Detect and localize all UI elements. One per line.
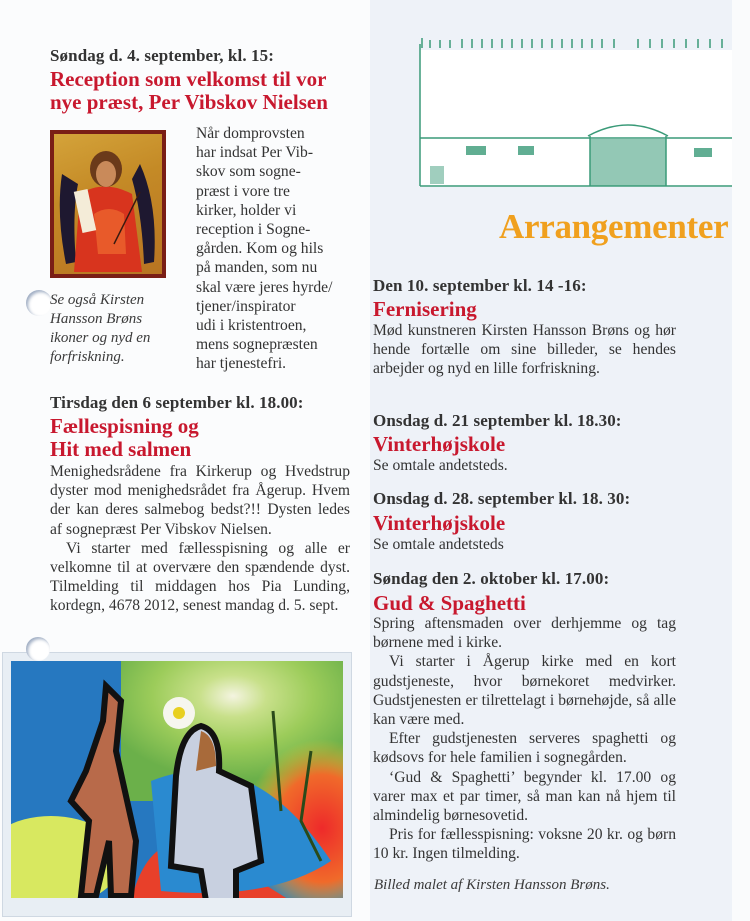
text-line: skov som sogne- [196, 163, 301, 181]
text-line: præst i vore tre [196, 182, 290, 200]
text-line: kirker, holder vi [196, 201, 297, 219]
event-title [50, 68, 360, 114]
building-window [518, 146, 534, 155]
event-date: Søndag den 2. oktober kl. 17.00: [373, 569, 610, 588]
paragraph: Vi starter i Ågerup kirke med en kort gudstjeneste, hvor børnekoret medvirker. Gudstjenesten er tilrettelagt i børnehøjde, så alle kan være med. [373, 653, 676, 729]
text-line: på manden, som nu [196, 259, 318, 277]
text-line: har indsat Per Vib- [196, 144, 314, 162]
event-date: Onsdag d. 28. september kl. 18. 30: [373, 489, 631, 508]
event-description [373, 456, 676, 475]
event-description [196, 124, 346, 374]
building-window [466, 146, 486, 155]
building-small-door [430, 166, 444, 184]
page-edge [732, 0, 750, 921]
paragraph: Menighedsrådene fra Kirkerup og Hvedstrup dyster mod menighedsrådet fra Ågerup. Hvem der kan deres salmebog bedst?!! Dysten ledes af sognepræst Per Vibskov Nielsen. [50, 463, 350, 538]
paragraph: Mød kunstneren Kirsten Hansson Brøns og hør hende fortælle om sine billeder, se hendes arbejder og nyd en lille forfriskning. [373, 322, 676, 378]
event-title: Fernisering [373, 297, 477, 321]
angel-robe-fold [94, 209, 126, 254]
event-title-line: Reception som velkomst til vor [50, 67, 327, 91]
angel-icon-painting [50, 130, 166, 278]
building-wall [420, 50, 732, 187]
angel-illustration [54, 134, 162, 274]
text-line: Når domprovsten [196, 125, 305, 142]
church-hall-illustration [418, 36, 732, 191]
event-description [373, 614, 676, 864]
event-description [373, 535, 676, 554]
event-title: Vinterhøjskole [373, 511, 506, 535]
building-gate [590, 139, 666, 186]
text-line: mens sognepræsten [196, 336, 318, 354]
text-line: gården. Kom og hils [196, 240, 324, 258]
binder-hole [26, 290, 52, 316]
building-window [694, 148, 712, 157]
event-title-line: Hit med salmen [50, 437, 192, 461]
angel-wing-left [60, 174, 78, 264]
event-date: Den 10. september kl. 14 -16: [373, 276, 587, 295]
text-line: har tjenestefri. [196, 355, 287, 373]
expressionist-painting [2, 652, 352, 917]
event-title: Gud & Spaghetti [373, 591, 526, 615]
event-title-line: nye præst, Per Vibskov Nielsen [50, 90, 328, 114]
event-title: Vinterhøjskole [373, 432, 506, 456]
paragraph: Spring aftensmaden over derhjemme og tag børnene med i kirke. [373, 615, 676, 652]
event-description [50, 462, 350, 616]
event-title-line: Fællespisning og [50, 414, 199, 438]
paragraph: Se omtale andetsteds. [373, 457, 508, 474]
text-line: tjener/inspirator [196, 297, 296, 315]
angel-face [96, 161, 116, 187]
text-line: reception i Sogne- [196, 221, 311, 239]
paragraph: Vi starter med fællesspisning og alle er velkomne til at overvære den spændende dyst. Tilmelding til middagen hos Pia Lunding, kordegn, 4678 2012, senest mandag d. 5. sept. [50, 539, 350, 615]
painting-illustration [11, 661, 343, 898]
painting-sun-core [173, 707, 185, 719]
image-caption: Se også Kirsten Hansson Brøns ikoner og nyd en forfriskning. [50, 292, 151, 365]
binder-hole [26, 637, 50, 661]
paragraph: Pris for fællesspisning: voksne 20 kr. og børn 10 kr. Ingen tilmelding. [373, 826, 676, 863]
event-date: Onsdag d. 21 september kl. 18.30: [373, 411, 622, 430]
paragraph: ‘Gud & Spaghetti’ begynder kl. 17.00 og varer max et par timer, så man kan nå hjem til almindelig børnesovetid. [373, 768, 676, 825]
event-date: Tirsdag den 6 september kl. 18.00: [50, 393, 304, 412]
text-line: skal være jeres hyrde/ [196, 278, 333, 296]
paragraph: Se omtale andetsteds [373, 536, 504, 553]
paragraph: Efter gudstjenesten serveres spaghetti og kødsovs for hele familien i sognegården. [373, 730, 676, 767]
text-line: udi i kristentroen, [196, 317, 307, 335]
event-title [50, 415, 360, 461]
event-description [373, 321, 676, 379]
painting-credit: Billed malet af Kirsten Hansson Brøns. [374, 877, 610, 893]
event-date: Søndag d. 4. september, kl. 15: [50, 46, 274, 65]
section-heading: Arrangementer [499, 207, 729, 246]
